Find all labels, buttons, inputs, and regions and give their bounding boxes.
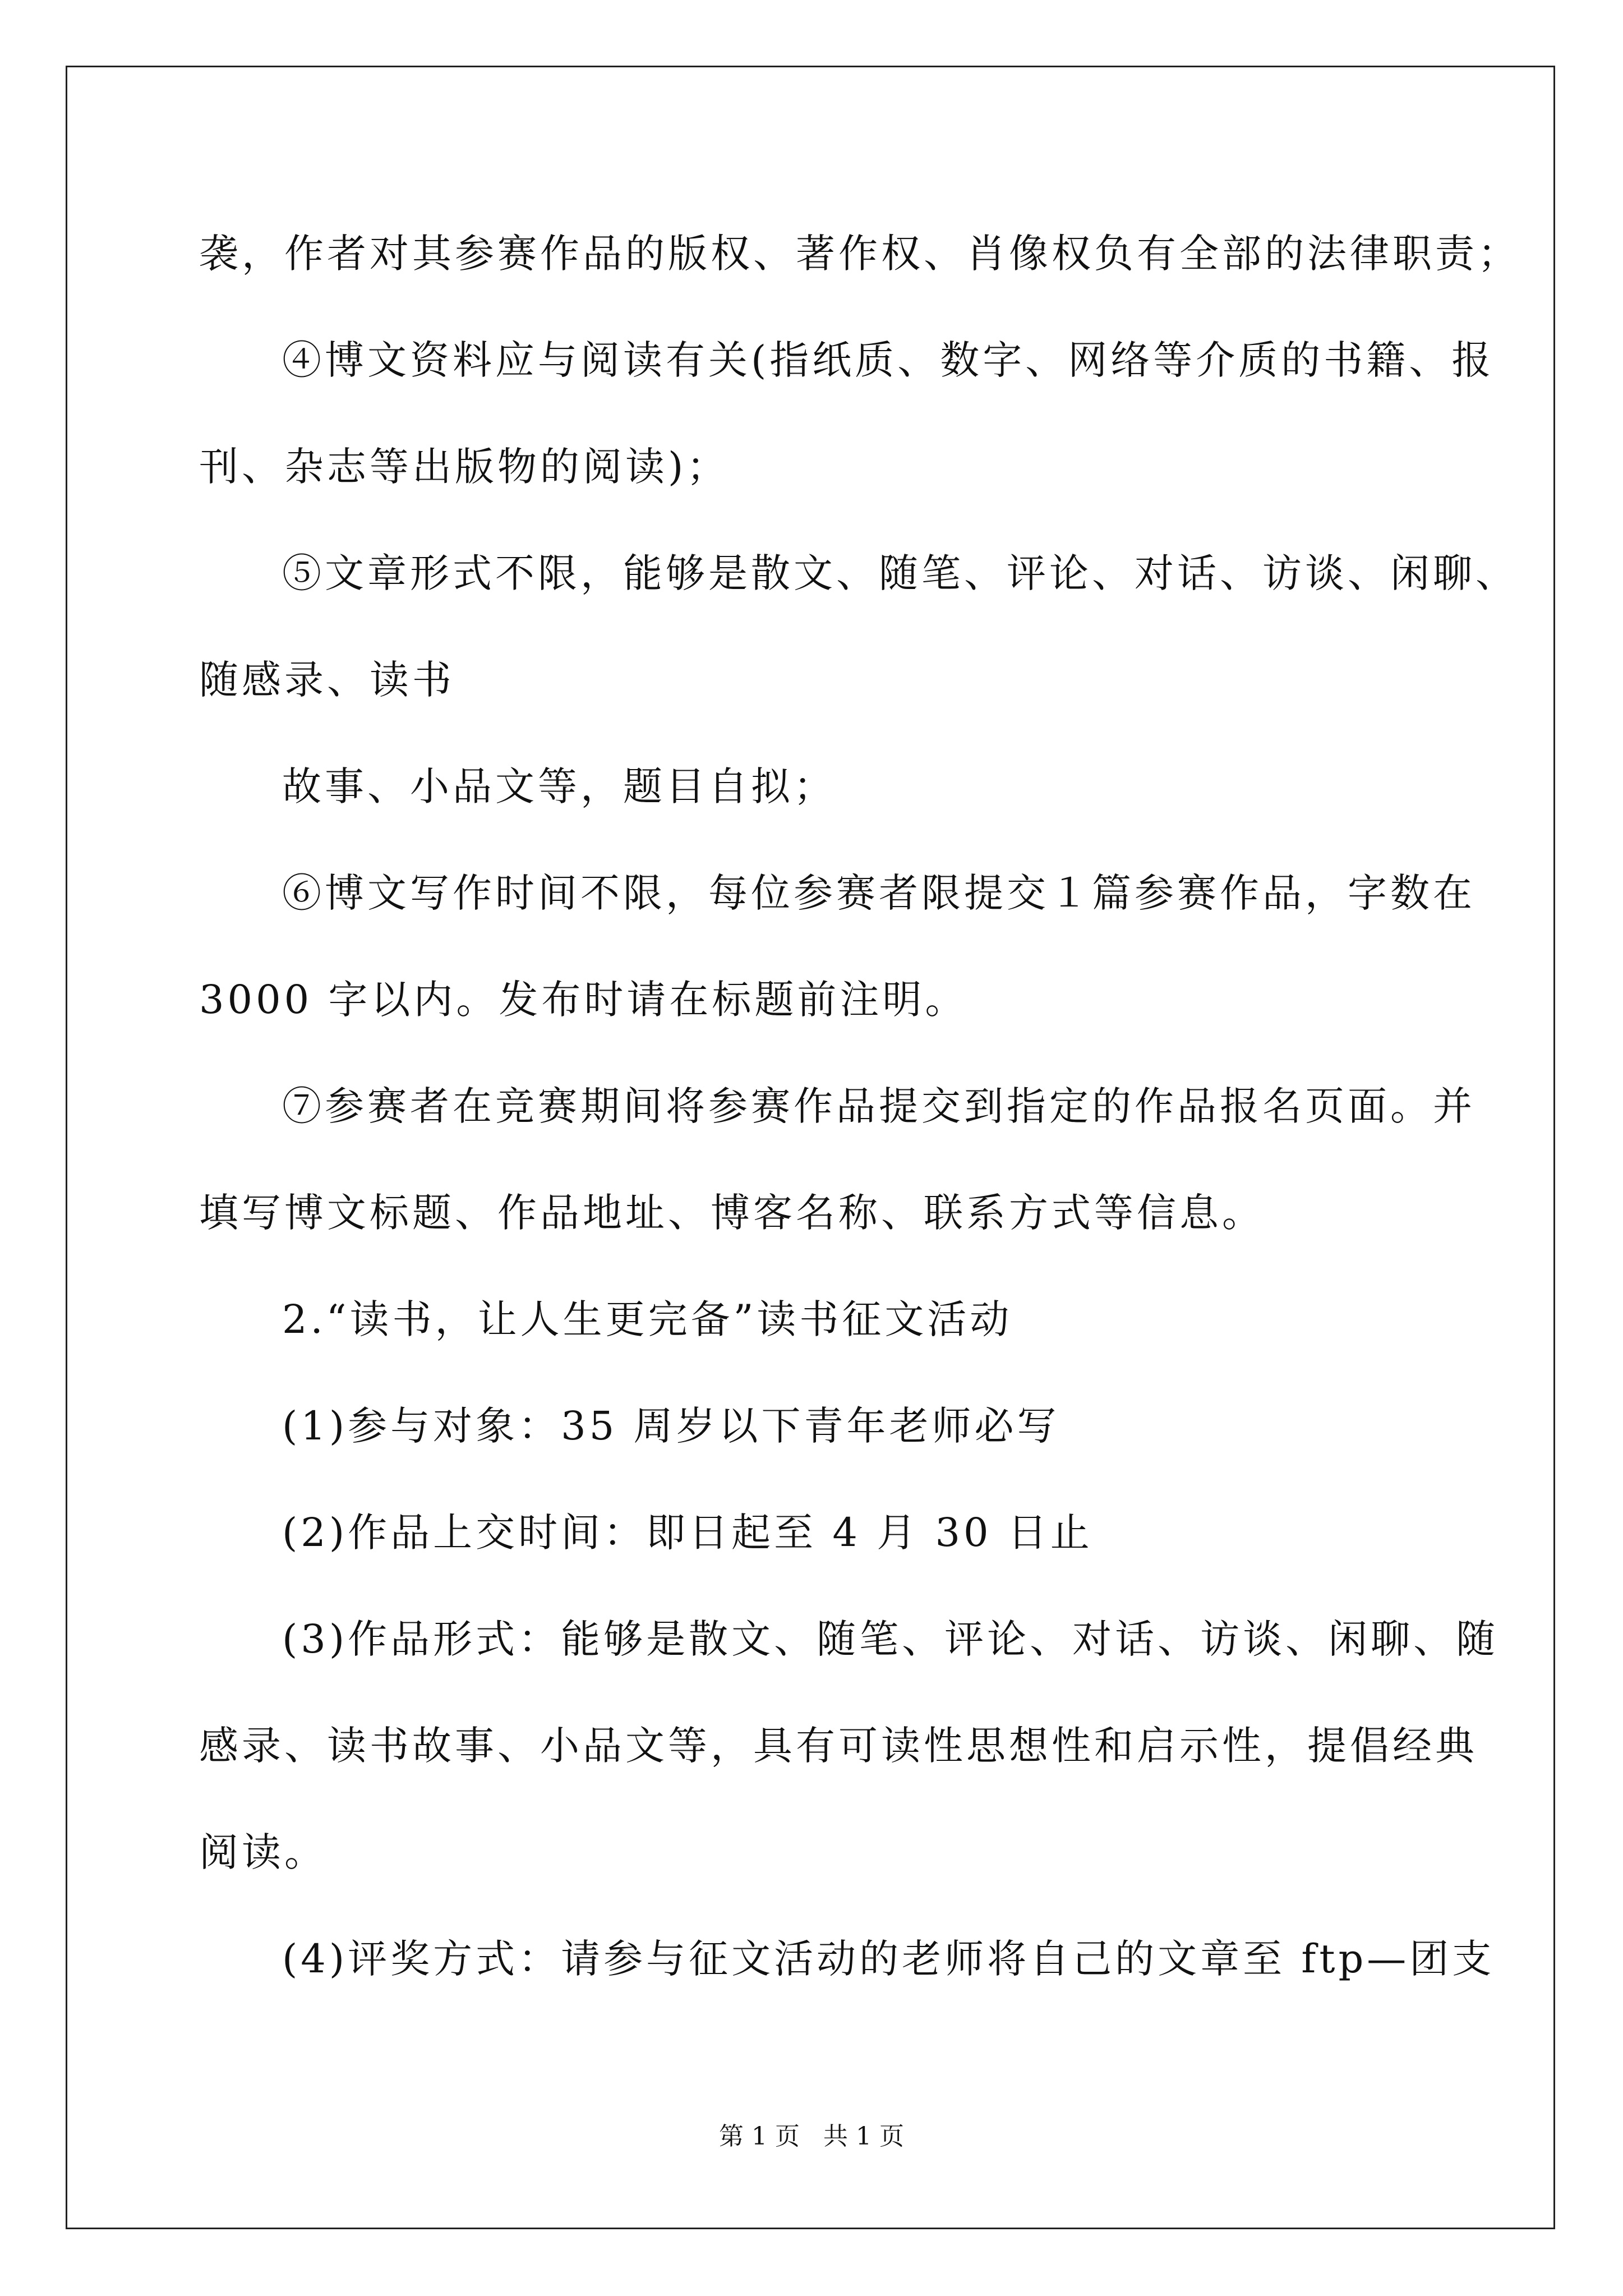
text-line: 刊、杂志等出版物的阅读)； bbox=[199, 444, 730, 490]
text-line: 随感录、读书 bbox=[199, 657, 455, 703]
text-line: 3000 字以内。发布时请在标题前注明。 bbox=[199, 977, 968, 1023]
page-border bbox=[66, 66, 1555, 2229]
text-line: ⑤文章形式不限，能够是散文、随笔、评论、对话、访谈、闲聊、 bbox=[282, 550, 1518, 596]
text-line: ⑦参赛者在竞赛期间将参赛作品提交到指定的作品报名页面。并 bbox=[282, 1083, 1476, 1129]
text-line: (2)作品上交时间：即日起至 4 月 30 日止 bbox=[282, 1510, 1093, 1556]
section-heading: 2.“读书，让人生更完备”读书征文活动 bbox=[282, 1296, 1013, 1342]
text-line: 感录、读书故事、小品文等，具有可读性思想性和启示性，提倡经典 bbox=[199, 1723, 1478, 1769]
text-line: ⑥博文写作时间不限，每位参赛者限提交１篇参赛作品，字数在 bbox=[282, 870, 1476, 916]
text-line: 填写博文标题、作品地址、博客名称、联系方式等信息。 bbox=[199, 1190, 1265, 1236]
text-line: 阅读。 bbox=[199, 1829, 327, 1875]
page-footer: 第 1 页 共 1 页 bbox=[719, 2122, 904, 2151]
text-line: (1)参与对象：35 周岁以下青年老师必写 bbox=[282, 1403, 1060, 1449]
text-line: (3)作品形式：能够是散文、随笔、评论、对话、访谈、闲聊、随 bbox=[282, 1616, 1499, 1662]
text-line: (4)评奖方式：请参与征文活动的老师将自己的文章至 ftp—团支 bbox=[282, 1936, 1495, 1982]
text-line: 袭，作者对其参赛作品的版权、著作权、肖像权负有全部的法律职责； bbox=[199, 231, 1520, 277]
text-line: ④博文资料应与阅读有关(指纸质、数字、网络等介质的书籍、报 bbox=[282, 337, 1495, 383]
text-line: 故事、小品文等，题目自拟； bbox=[282, 763, 836, 809]
